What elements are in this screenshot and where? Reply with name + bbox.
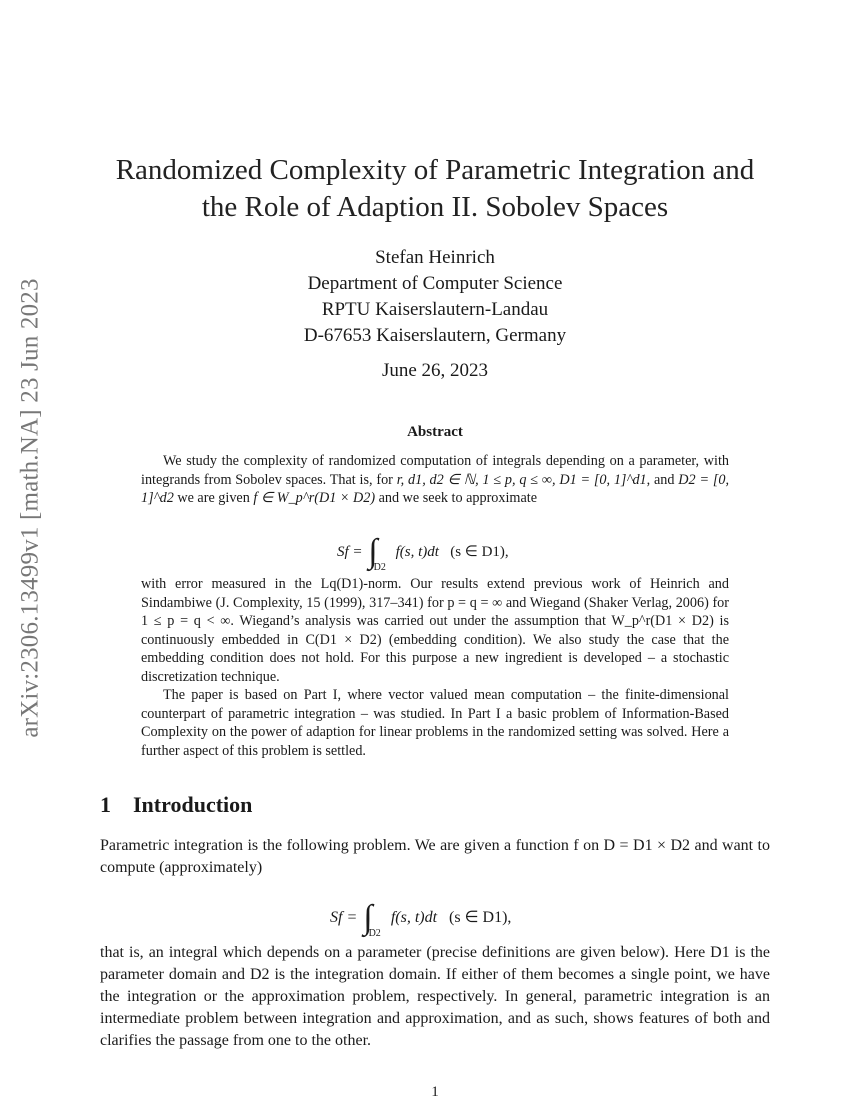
abstract-equation (337, 527, 509, 573)
author-name: Stefan Heinrich (375, 247, 495, 268)
intro-paragraph-2: that is, an integral which depends on a parameter (precise definitions are given below). Here D1 is the parameter domain and D2 is the integration domain. If either of them becomes a single point, we have the integration or the approximation problem, respectively. In general, parametric integration is an intermediate problem between integration and approximation, and as such, shows features of both and clarifies the passage from one to the other. (100, 944, 770, 1049)
intro-integral-symbol: ∫ (363, 899, 373, 936)
abstract-p1-text-3: we are given (173, 490, 254, 506)
integral-domain: D2 (373, 562, 386, 573)
abstract-paragraph-2 (141, 575, 729, 760)
page-number: 1 (431, 1084, 439, 1100)
section-title: Introduction (133, 792, 253, 817)
abstract-heading: Abstract (407, 424, 463, 440)
abstract-paragraph-1 (141, 452, 729, 508)
equation-integrand: f(s, t)dt (395, 544, 439, 560)
intro-equation-condition: (s ∈ D1), (449, 909, 512, 926)
intro-equation-lhs: Sf = (330, 909, 358, 926)
author-block (100, 245, 770, 349)
arxiv-identifier: arXiv:2306.13499v1 [math.NA] 23 Jun 2023 (17, 278, 44, 738)
abstract-p3-text: The paper is based on Part I, where vector valued mean computation – the finite-dimensional counterpart of parametric integration – was studied. In Part I a basic problem of Information-Based Complexity on the power of adaption for linear problems in the randomized setting was solved. Here a further aspect of this problem is settled. (141, 687, 729, 759)
integral-symbol: ∫ (368, 533, 378, 570)
section-heading (100, 792, 252, 818)
abstract-p2-text: with error measured in the Lq(D1)-norm. Our results extend previous work of Heinrich and Sindambiwe (J. Complexity, 15 (1999), 317–341) for p = q = ∞ and Wiegand (Shaker Verlag, 2006) for 1 ≤ p = q < ∞. Wiegand’s analysis was carried out under the assumption that W_p^r(D1 × D2) is continuously embedded in C(D1 × D2) (embedding condition). We also study the case that the embedding condition does not hold. For this purpose a new ingredient is developed – a stochastic discretization technique. (141, 576, 729, 685)
abstract-p1-math-4: f ∈ W_p^r(D1 × D2) (253, 490, 376, 506)
abstract-p1-math-3: D2 = [0, 1]^d2 (141, 471, 729, 506)
intro-equation (330, 893, 512, 939)
abstract-p1-math-2: D1 = [0, 1]^d1 (559, 471, 647, 488)
paper-title (100, 152, 770, 226)
abstract-p1-text-1: We study the complexity of randomized computation of integrals depending on a parameter, with integrands from Sobolev spaces. That is, for (141, 453, 729, 488)
equation-condition: (s ∈ D1), (450, 544, 509, 560)
affiliation-line-1: Department of Computer Science (307, 273, 563, 294)
affiliation-line-3: D-67653 Kaiserslautern, Germany (303, 325, 567, 346)
arxiv-sidebar (8, 248, 54, 768)
intro-integral-domain: D2 (368, 928, 381, 939)
affiliation-line-2: RPTU Kaiserslautern-Landau (321, 299, 549, 320)
intro-equation-integrand: f(s, t)dt (390, 909, 438, 926)
title-line-2: the Role of Adaption II. Sobolev Spaces (201, 191, 669, 223)
abstract-p1-text-2: , and (646, 471, 679, 488)
section-number: 1 (100, 792, 111, 817)
intro-paragraph-1: Parametric integration is the following problem. We are given a function f on D = D1 × D2 and want to compute (approximately) (100, 837, 770, 876)
abstract-p1-math-1: r, d1, d2 ∈ ℕ, 1 ≤ p, q ≤ ∞, (396, 471, 556, 488)
abstract-p1-text-4: and we seek to approximate (375, 490, 537, 506)
title-line-1: Randomized Complexity of Parametric Integration and (115, 154, 755, 186)
paper-date: June 26, 2023 (381, 360, 489, 381)
equation-lhs: Sf = (337, 544, 363, 560)
